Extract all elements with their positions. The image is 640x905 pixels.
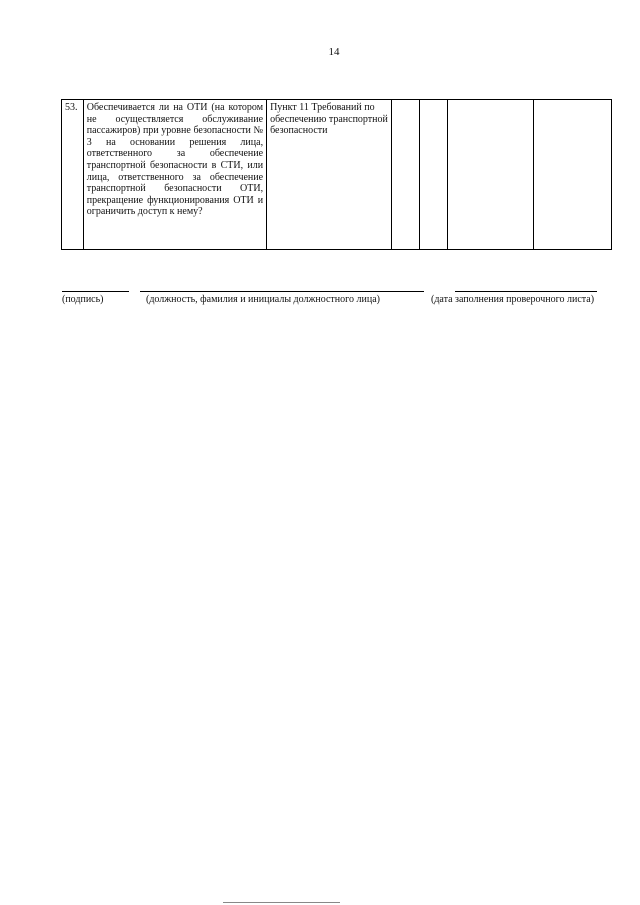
position-caption: (должность, фамилия и инициалы должностного лица) <box>146 294 380 305</box>
date-caption: (дата заполнения проверочного листа) <box>431 294 595 305</box>
checklist-table <box>61 99 612 250</box>
note-cell <box>534 100 612 250</box>
page-number: 14 <box>328 46 340 58</box>
reference-cell: Пункт 11 Требований по обеспечению транспортной безопасности <box>267 100 392 250</box>
question-cell: Обеспечивается ли на ОТИ (на котором не осуществляется обслуживание пассажиров) при уровне безопасности № 3 на основании решения лица, ответственного за обеспечение транспортной безопасности в СТИ, или лица, ответственного за обеспечение транспортной безопасности ОТИ, прекращение функционирования ОТИ и ограничить доступ к нему? <box>83 100 266 250</box>
table-row <box>62 100 612 250</box>
not-applicable-cell <box>448 100 534 250</box>
signature-caption: (подпись) <box>62 294 104 305</box>
date-line <box>455 291 597 292</box>
answer-no-cell <box>420 100 448 250</box>
position-line <box>140 291 424 292</box>
scan-edge-line <box>223 902 340 903</box>
row-number-cell: 53. <box>62 100 84 250</box>
signature-line <box>62 291 129 292</box>
answer-yes-cell <box>392 100 420 250</box>
